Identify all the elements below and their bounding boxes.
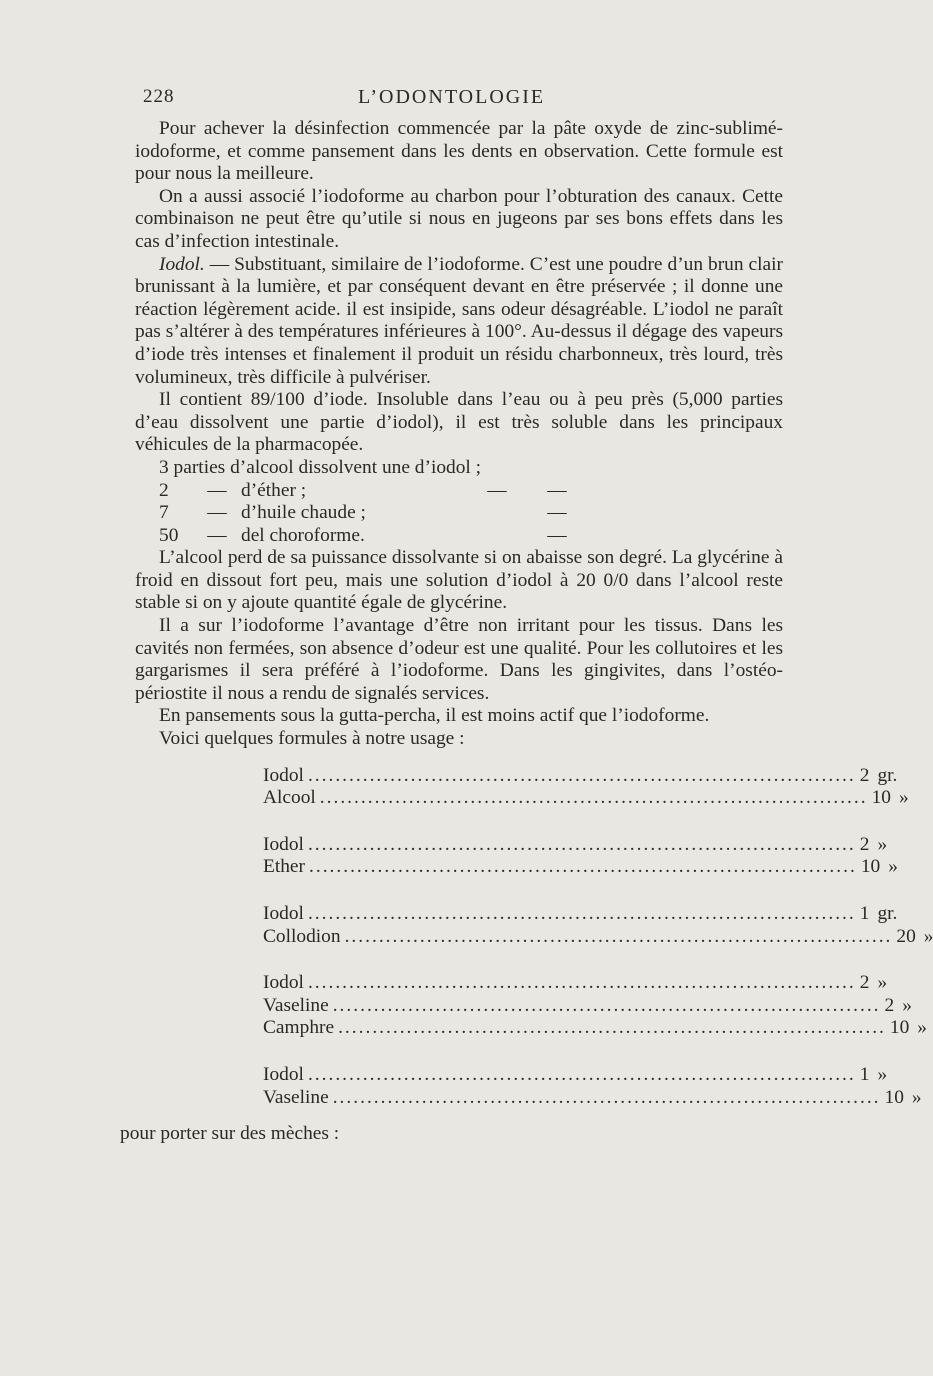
paragraph: Il a sur l’iodoforme l’avantage d’être non irritant pour les tissus. Dans les cavités non fermées, son absence d’odeur est une qualité. Pour les collutoires et les gargarismes il sera préféré à l’iodoforme. Dans les gingivites, dans l’ostéo-périostite il nous a rendu de signalés services. [135, 615, 783, 704]
formula-row [263, 1086, 922, 1110]
ingredient-quantity: 1 [859, 1063, 870, 1085]
paragraph-iodol [135, 254, 783, 390]
paragraph-text: — Substituant, similaire de l’iodoforme. C’est une poudre d’un brun clair brunissant à la lumière, et par conséquent devant en être préservée ; il donne une réaction légèrement acide. il est insipide, sans odeur désagréable. L’iodol ne paraît pas s’altérer à des températures inférieures à 100°. Au-dessus il dégage des vapeurs d’iode très intenses et finalement il produit un résidu charbonneux, très lourd, très volumineux, très difficile à pulvériser. [135, 253, 783, 388]
ingredient-quantity: 20 [896, 925, 916, 947]
solubility-table [159, 480, 587, 548]
ingredient-quantity: 2 [859, 972, 870, 994]
ingredient-unit: » [902, 994, 912, 1016]
dot-leader: ................................................................................ [338, 1017, 886, 1039]
paragraph: Pour achever la désinfection commencée par la pâte oxyde de zinc-sublimé-iodoforme, et comme pansement dans les dents en observation. Cette formule est pour nous la meilleure. [135, 118, 783, 185]
closing-line: pour porter sur des mèches : [120, 1123, 340, 1145]
ingredient-unit: » [917, 1017, 927, 1039]
ingredient-name: Camphre [263, 1017, 335, 1039]
solubility-dash: — [207, 502, 227, 524]
ingredient-unit: » [923, 925, 933, 947]
paragraph: L’alcool perd de sa puissance dissolvante si on abaisse son degré. La glycérine à froid en dissout fort peu, mais une solution d’iodol à 20 0/0 dans l’alcool reste stable si on y ajoute quantité égale de glycérine. [135, 547, 783, 614]
ingredient-name: Iodol [263, 903, 304, 924]
dot-leader: ................................................................................ [344, 925, 893, 947]
formulas-list [263, 764, 933, 1110]
solubility-solvent: del choroforme. [241, 524, 365, 546]
solubility-num: 2 [159, 479, 169, 501]
solubility-dash: — [207, 524, 227, 546]
solubility-ditto1 [467, 525, 527, 548]
dot-leader: ................................................................................ [307, 764, 856, 786]
solubility-intro: 3 parties d’alcool dissolvent une d’iodol ; [159, 456, 482, 478]
formula-row [263, 972, 888, 995]
ingredient-quantity: 2 [884, 994, 895, 1016]
formula-row [263, 764, 898, 788]
ingredient-name: Ether [263, 856, 305, 878]
ingredient-name: Vaseline [263, 1086, 329, 1108]
solubility-num: 50 [159, 524, 179, 546]
ingredient-name: Iodol [263, 833, 304, 855]
ingredient-unit: gr. [877, 764, 898, 786]
formula-row [263, 994, 912, 1018]
solubility-row [159, 525, 587, 548]
ingredient-quantity: 10 [871, 787, 891, 809]
solubility-ditto2: — [547, 502, 567, 524]
formula-block [263, 833, 898, 879]
ingredient-unit: gr. [877, 903, 898, 924]
ingredient-unit: » [898, 787, 909, 809]
ingredient-quantity: 10 [860, 856, 881, 878]
ingredient-unit: » [888, 856, 898, 878]
solubility-solvent: d’huile chaude ; [241, 502, 366, 524]
ingredient-name: Collodion [263, 925, 341, 947]
formula-row [263, 1063, 888, 1087]
solubility-dash: — [207, 479, 227, 501]
solubility-ditto2: — [547, 479, 567, 501]
ingredient-quantity: 1 [859, 903, 870, 924]
solubility-solvent: d’éther ; [241, 479, 307, 501]
ingredient-name: Iodol [263, 1063, 304, 1085]
dot-leader: ................................................................................ [332, 1086, 881, 1108]
solubility-row [159, 480, 587, 503]
dot-leader: ................................................................................ [307, 833, 856, 855]
ingredient-name: Iodol [263, 764, 304, 786]
dot-leader: ................................................................................ [319, 787, 868, 809]
body-text [120, 118, 933, 1146]
ingredient-unit: » [911, 1086, 922, 1108]
dot-leader: ................................................................................ [307, 972, 856, 994]
formula-block [263, 972, 927, 1040]
dot-leader: ................................................................................ [307, 1063, 856, 1085]
solubility-ditto1: — [487, 479, 507, 501]
formula-row [263, 787, 909, 810]
solubility-ditto1 [467, 502, 527, 525]
formula-row [263, 1017, 927, 1040]
formula-row [263, 833, 888, 857]
ingredient-name: Vaseline [263, 994, 329, 1016]
ingredient-unit: » [877, 972, 888, 994]
ingredient-unit: » [877, 1063, 888, 1085]
ingredient-quantity: 2 [859, 764, 870, 786]
page-number: 228 [143, 86, 175, 107]
formula-row [263, 903, 898, 926]
ingredient-name: Iodol [263, 972, 304, 994]
ingredient-unit: » [877, 833, 888, 855]
formula-row [263, 856, 898, 879]
paragraph: En pansements sous la gutta-percha, il est moins actif que l’iodoforme. [159, 705, 710, 727]
running-title: L’ODONTOLOGIE [358, 86, 546, 108]
ingredient-name: Alcool [263, 787, 316, 809]
iodol-heading: Iodol. [159, 253, 205, 275]
ingredient-quantity: 10 [884, 1086, 904, 1108]
dot-leader: ................................................................................ [332, 994, 881, 1016]
paragraph: Il contient 89/100 d’iode. Insoluble dans l’eau ou à peu près (5,000 parties d’eau dissolvent une partie d’iodol), il est très soluble dans les principaux véhicules de la pharmacopée. [135, 389, 783, 456]
dot-leader: ................................................................................ [309, 856, 857, 878]
paragraph: On a aussi associé l’iodoforme au charbon pour l’obturation des canaux. Cette combinaison ne peut être qu’utile si nous en jugeons par ses bons effets dans les cas d’infection intestinale. [135, 185, 783, 252]
solubility-ditto2: — [547, 524, 567, 546]
ingredient-quantity: 10 [889, 1017, 910, 1039]
solubility-row [159, 502, 587, 525]
dot-leader: ................................................................................ [307, 903, 856, 924]
formula-row [263, 925, 933, 949]
formula-block [263, 903, 933, 948]
paragraph: Voici quelques formules à notre usage : [159, 728, 465, 750]
formula-block [263, 764, 909, 810]
formula-block [263, 1063, 922, 1109]
ingredient-quantity: 2 [859, 833, 870, 855]
page-header [143, 86, 740, 116]
solubility-num: 7 [159, 502, 169, 524]
